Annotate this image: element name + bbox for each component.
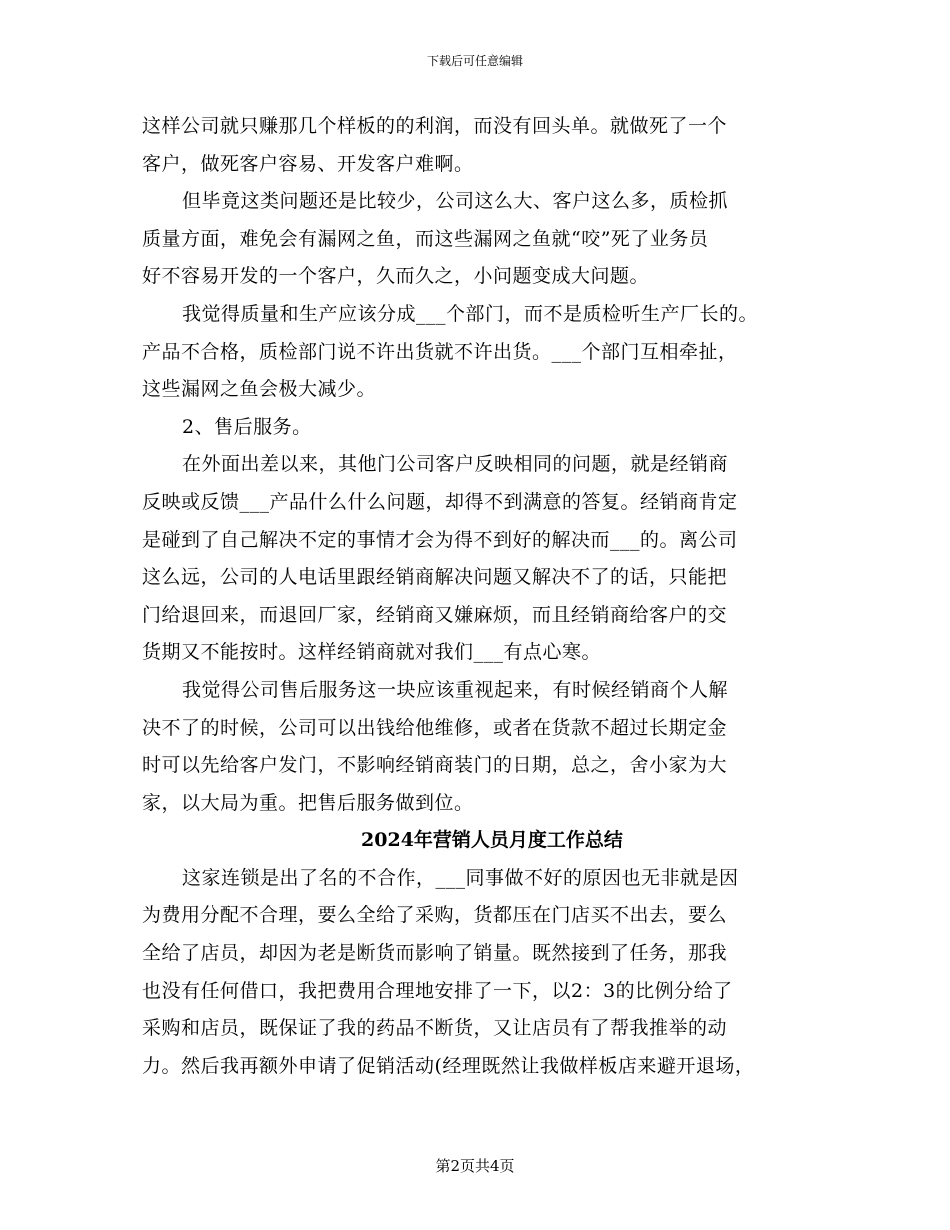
text-line: 客户，做死客户容易、开发客户难啊。 (142, 152, 474, 175)
text-line: 也没有任何借口，我把费用合理地安排了一下，以2：3的比例分给了 (142, 979, 733, 1002)
text-line: 门给退回来，而退回厂家，经销商又嫌麻烦，而且经销商给客户的交 (142, 603, 728, 626)
text-line: 货期又不能按时。这样经销商就对我们___有点心寒。 (142, 641, 602, 664)
text-line: 质量方面，难免会有漏网之鱼，而这些漏网之鱼就“咬”死了业务员 (142, 227, 709, 250)
text-line: 时可以先给客户发门，不影响经销商装门的日期，总之，舍小家为大 (142, 754, 728, 777)
page-number: 第2页共4页 (435, 1157, 515, 1175)
text-line: 这么远，公司的人电话里跟经销商解决问题又解决不了的话，只能把 (142, 566, 728, 589)
text-line: 反映或反馈___产品什么什么问题，却得不到满意的答复。经销商肯定 (142, 490, 738, 513)
section-heading: 2024年营销人员月度工作总结 (361, 829, 623, 852)
text-line: 产品不合格，质检部门说不许出货就不许出货。___个部门互相牵扯， (142, 340, 738, 363)
paragraph-start: 但毕竟这类问题还是比较少，公司这么大、客户这么多，质检抓 (182, 190, 729, 213)
page-header: 下载后可任意编辑 (426, 54, 523, 68)
text-line: 家，以大局为重。把售后服务做到位。 (142, 791, 474, 814)
text-line: 力。然后我再额外申请了促销活动(经理既然让我做样板店来避开退场， (142, 1054, 755, 1077)
document-body (142, 108, 822, 1085)
paragraph-start: 我觉得质量和生产应该分成___个部门，而不是质检听生产厂长的。 (182, 302, 759, 325)
text-line: 决不了的时候，公司可以出钱给他维修，或者在货款不超过长期定金 (142, 716, 728, 739)
text-line: 好不容易开发的一个客户，久而久之，小问题变成大问题。 (142, 265, 650, 288)
text-line: 为费用分配不合理，要么全给了采购，货都压在门店买不出去，要么 (142, 904, 728, 927)
text-line: 采购和店员，既保证了我的药品不断货，又让店员有了帮我推举的动 (142, 1017, 728, 1040)
section-label: 2、售后服务。 (182, 415, 312, 438)
paragraph-start: 我觉得公司售后服务这一块应该重视起来，有时候经销商个人解 (182, 678, 729, 701)
text-line: 这些漏网之鱼会极大减少。 (142, 378, 377, 401)
text-line: 是碰到了自己解决不定的事情才会为得不到好的解决而___的。离公司 (142, 528, 738, 551)
text-line: 全给了店员，却因为老是断货而影响了销量。既然接到了任务，那我 (142, 942, 728, 965)
paragraph-start: 在外面出差以来，其他门公司客户反映相同的问题，就是经销商 (182, 453, 729, 476)
text-line: 这样公司就只赚那几个样板的的利润，而没有回头单。就做死了一个 (142, 115, 728, 137)
paragraph-start: 这家连锁是出了名的不合作，___同事做不好的原因也无非就是因 (182, 866, 739, 889)
